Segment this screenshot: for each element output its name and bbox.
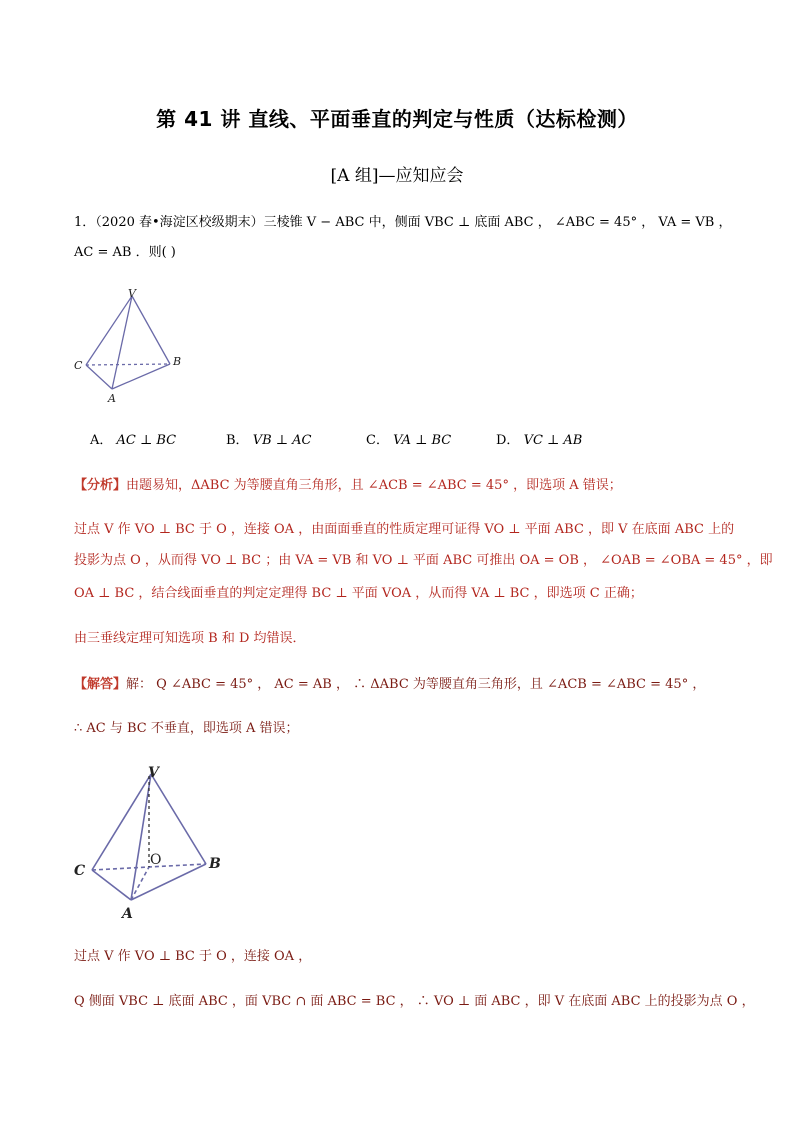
question-line-1: 1．（2020 春•海淀区校级期末）三棱锥 V − ABC 中，侧面 VBC ⊥ 底面 ABC ， ∠ABC = 45° ， VA = VB ，	[74, 215, 732, 230]
option-d-letter: D．	[496, 433, 520, 448]
option-d[interactable]	[496, 429, 582, 448]
answer-options	[90, 429, 690, 449]
edge-vb	[132, 296, 170, 364]
edge-ab	[112, 364, 170, 389]
edge-ca-2	[92, 870, 131, 900]
option-b-text: VB ⊥ AC	[252, 433, 312, 448]
solution-line-2: ∴ AC 与 BC 不垂直，即选项 A 错误；	[74, 721, 299, 736]
solution-line-3: 过点 V 作 VO ⊥ BC 于 O ，连接 OA ，	[74, 949, 312, 964]
label-o: O	[150, 852, 162, 868]
label-b: B	[173, 355, 182, 368]
option-c-text: VA ⊥ BC	[393, 433, 452, 448]
edge-ab-2	[131, 864, 206, 900]
label-a: A	[108, 392, 116, 405]
edge-cb-hidden	[86, 364, 170, 365]
pyramid-figure-1	[70, 288, 190, 408]
solution-tag: 【解答】	[74, 677, 127, 692]
option-a-letter: A．	[90, 433, 113, 448]
solution-text-1: 解： Q ∠ABC = 45° ， AC = AB ， ∴ ΔABC 为等腰直角三角形，且 ∠ACB = ∠ABC = 45° ，	[126, 677, 706, 692]
option-a-text: AC ⊥ BC	[116, 433, 177, 448]
page-title: 第 41 讲 直线、平面垂直的判定与性质（达标检测）	[156, 107, 638, 131]
pyramid-figure-2	[70, 760, 230, 920]
analysis-tag: 【分析】	[74, 478, 127, 493]
analysis-line-2: 过点 V 作 VO ⊥ BC 于 O ，连接 OA ，由面面垂直的性质定理可证得 VO ⊥ 平面 ABC ，即 V 在底面 ABC 上的	[74, 522, 735, 537]
option-c-letter: C．	[366, 433, 389, 448]
option-b-letter: B．	[226, 433, 249, 448]
question-line-2: AC = AB ．则( )	[74, 245, 176, 260]
option-a[interactable]	[90, 429, 176, 448]
label-c: C	[74, 359, 83, 372]
section-subtitle: [A 组]—应知应会	[330, 166, 464, 186]
label-v: V	[128, 288, 136, 300]
analysis-line-5: 由三垂线定理可知选项 B 和 D 均错误．	[74, 631, 306, 646]
analysis-line-4: OA ⊥ BC ，结合线面垂直的判定定理得 BC ⊥ 平面 VOA ，从而得 VA ⊥ BC ，即选项 C 正确；	[74, 586, 643, 601]
option-b[interactable]	[226, 429, 311, 448]
label-b-2: B	[209, 856, 221, 872]
analysis-line-3: 投影为点 O ，从而得 VO ⊥ BC ；由 VA = VB 和 VO ⊥ 平面 ABC 可推出 OA = OB ， ∠OAB = ∠OBA = 45° ，即	[74, 553, 773, 568]
label-v-2: V	[148, 765, 159, 781]
analysis-line-1	[74, 476, 734, 496]
edge-vc-2	[92, 774, 151, 870]
edge-vb-2	[151, 774, 206, 864]
label-a-2: A	[122, 906, 133, 920]
label-c-2: C	[74, 863, 86, 879]
option-d-text: VC ⊥ AB	[523, 433, 583, 448]
analysis-text-1: 由题易知，ΔABC 为等腰直角三角形，且 ∠ACB = ∠ABC = 45° ，即选项 A 错误；	[126, 478, 622, 493]
option-c[interactable]	[366, 429, 451, 448]
solution-line-4: Q 侧面 VBC ⊥ 底面 ABC ，面 VBC ∩ 面 ABC = BC ， ∴ VO ⊥ 面 ABC ，即 V 在底面 ABC 上的投影为点 O ，	[74, 994, 755, 1009]
edge-ca	[86, 365, 112, 389]
solution-line-1	[74, 675, 734, 695]
